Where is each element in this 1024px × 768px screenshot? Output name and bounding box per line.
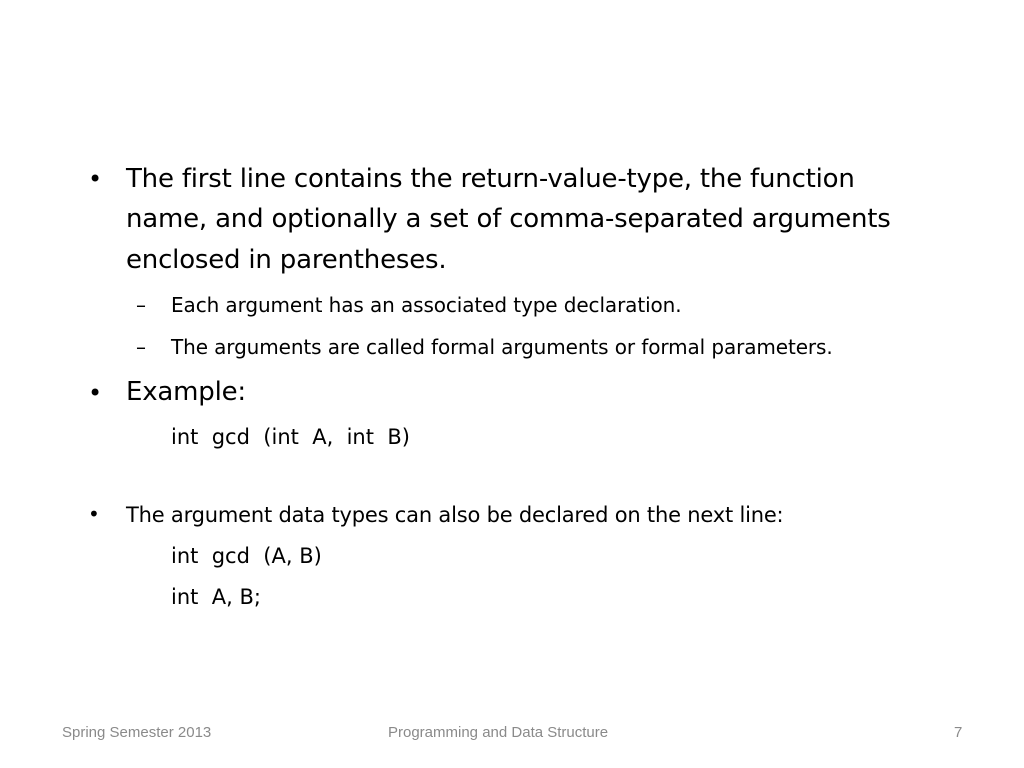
bullet-1-line-1: The first line contains the return-value-type, the function — [126, 164, 855, 194]
sub-bullet-marker: – — [136, 293, 146, 317]
bullet-1-line-2: name, and optionally a set of comma-separated arguments — [126, 204, 891, 234]
footer-center: Programming and Data Structure — [388, 724, 609, 741]
code-line-2: int gcd (A, B) — [171, 544, 322, 568]
bullet-1-line-3: enclosed in parentheses. — [126, 245, 447, 275]
footer-left: Spring Semester 2013 — [62, 724, 212, 741]
page-number: 7 — [954, 724, 963, 741]
code-line-1: int gcd (int A, int B) — [171, 425, 410, 449]
sub-bullet-2: The arguments are called formal arguments or formal parameters. — [171, 335, 833, 359]
bullet-3-text: The argument data types can also be declared on the next line: — [126, 503, 784, 527]
sub-bullet-1: Each argument has an associated type declaration. — [171, 293, 682, 317]
bullet-marker: • — [88, 502, 100, 526]
code-line-3: int A, B; — [171, 585, 261, 609]
bullet-2-text: Example: — [126, 377, 246, 407]
bullet-marker: • — [88, 165, 103, 193]
sub-bullet-marker: – — [136, 335, 146, 359]
bullet-marker: • — [88, 379, 103, 407]
